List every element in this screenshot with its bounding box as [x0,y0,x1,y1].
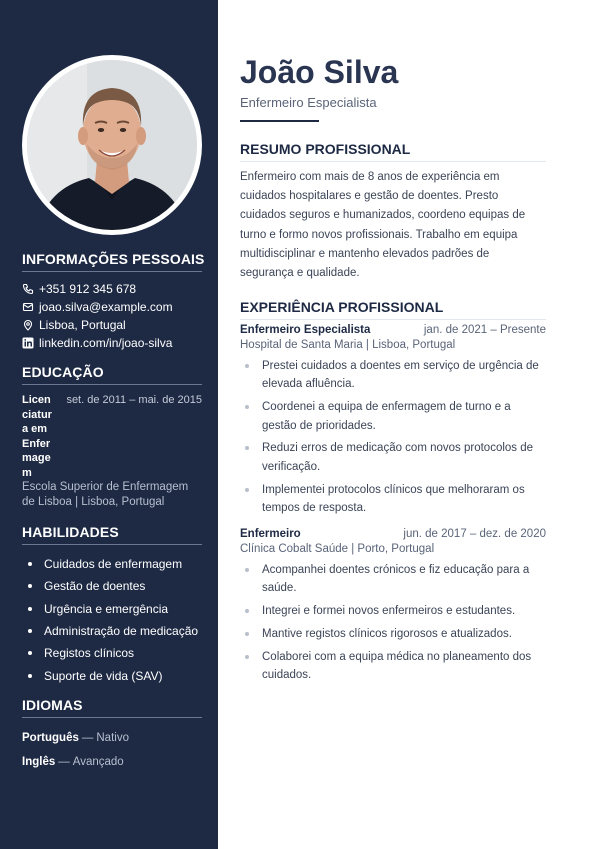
contact-phone-text: +351 912 345 678 [39,282,137,296]
job-bullet [240,357,546,394]
education-school: Escola Superior de Enfermagem de Lisboa | Lisboa, Portugal [22,481,189,508]
language-item [22,726,202,750]
languages-section [22,697,202,774]
bullet-dot [245,364,249,368]
job-bullet [240,398,546,435]
profile-photo [27,60,197,230]
skill-item [22,553,202,575]
bullet-dot [245,609,249,613]
bullet-dot [28,562,32,566]
skill-text: Registos clínicos [44,646,135,661]
skill-item [22,642,202,664]
job-dates: jun. de 2017 – dez. de 2020 [403,528,546,540]
job-company: Clínica Cobalt Saúde | Porto, Portugal [240,543,435,555]
skill-item [22,575,202,597]
skill-text: Suporte de vida (SAV) [44,668,163,683]
job-dates: jan. de 2021 – Presente [423,324,546,336]
job-bullet-text: Implementei protocolos clínicos que melhoraram os tempos de resposta. [262,483,525,515]
language-separator: — [58,756,70,768]
education-dates: set. de 2011 – mai. de 2015 [66,394,202,406]
job-bullet [240,648,546,685]
experience-title: EXPERIÊNCIA PROFISSIONAL [240,299,546,320]
profile-photo-frame [22,55,202,235]
header-divider [240,120,319,122]
language-level: Nativo [96,732,129,744]
skills-list [22,553,202,687]
job-bullet-text: Colaborei com a equipa médica no planeamento dos cuidados. [262,650,532,682]
job-bullet-text: Acompanhei doentes crónicos e fiz educação para a saúde. [262,564,530,595]
skill-item [22,598,202,620]
candidate-name: João Silva [240,54,399,90]
skills-section [22,524,202,687]
education-entry [22,393,202,480]
bullet-dot [245,405,249,409]
language-name: Inglês [22,756,56,768]
language-item [22,750,202,774]
job-bullet-text: Prestei cuidados a doentes em serviço de urgência de elevada afluência. [262,360,539,391]
job-title: Enfermeiro [240,528,301,540]
bullet-dot [28,651,32,655]
job-bullets [240,561,546,689]
job-header [240,528,546,540]
skill-text: Cuidados de enfermagem [44,557,183,572]
bullet-dot [245,632,249,636]
summary-text: Enfermeiro com mais de 8 anos de experiência em cuidados hospitalares e gestão de doentes. Presto cuidados seguros e humanizados, coordeno equipas de turno e formo novos profissionais. Trabalho em equipa multidisciplinar e mantenho elevados padrões de segurança e qualidade. [240,171,526,280]
education-title: EDUCAÇÃO [22,364,202,385]
contact-phone[interactable] [22,280,202,298]
job-bullet [240,561,546,598]
language-level: Avançado [72,756,124,768]
contact-location-text: Lisboa, Portugal [39,318,126,332]
job-bullet [240,602,546,620]
bullet-dot [28,607,32,611]
bullet-dot [245,488,249,492]
contact-email-text: joao.silva@example.com [39,300,173,314]
job-bullets [240,357,546,522]
skill-text: Gestão de doentes [44,579,146,594]
bullet-dot [245,568,249,572]
skills-title: HABILIDADES [22,524,202,545]
contact-location [22,316,202,334]
bullet-dot [245,655,249,659]
summary-title: RESUMO PROFISSIONAL [240,141,546,162]
personal-info-section [22,251,205,352]
job-company: Hospital de Santa Maria | Lisboa, Portugal [240,339,456,351]
contact-linkedin-text: linkedin.com/in/joao-silva [39,336,173,350]
bullet-dot [28,629,32,633]
education-degree: Licenciatura em Enfermagem [22,394,52,479]
education-section [22,364,202,510]
job-title: Enfermeiro Especialista [240,324,371,336]
mail-icon [22,301,34,313]
contact-linkedin[interactable] [22,334,202,352]
job-bullet [240,481,546,518]
job-bullet-text: Coordenei a equipa de enfermagem de turno e a gestão de prioridades. [262,401,511,432]
skill-text: Urgência e emergência [44,601,169,616]
languages-title: IDIOMAS [22,697,202,718]
sidebar [0,0,218,849]
bullet-dot [28,674,32,678]
language-name: Português [22,732,79,744]
bullet-dot [28,584,32,588]
phone-icon [22,283,34,295]
language-separator: — [81,732,94,744]
job-bullet [240,439,546,476]
job-bullet-text: Reduzi erros de medicação com novos protocolos de verificação. [262,442,534,473]
skill-item [22,664,202,686]
skill-text: Administração de medicação [44,624,199,639]
job-header [240,324,546,336]
skill-item [22,620,202,642]
job-bullet [240,625,546,643]
location-pin-icon [22,319,34,331]
personal-info-title: INFORMAÇÕES PESSOAIS [22,251,202,272]
bullet-dot [245,446,249,450]
job-bullet-text: Mantive registos clínicos rigorosos e atualizados. [262,628,512,640]
job-bullet-text: Integrei e formei novos enfermeiros e estudantes. [262,605,516,618]
linkedin-icon [22,337,34,349]
candidate-role: Enfermeiro Especialista [240,95,377,110]
contact-email[interactable] [22,298,202,316]
